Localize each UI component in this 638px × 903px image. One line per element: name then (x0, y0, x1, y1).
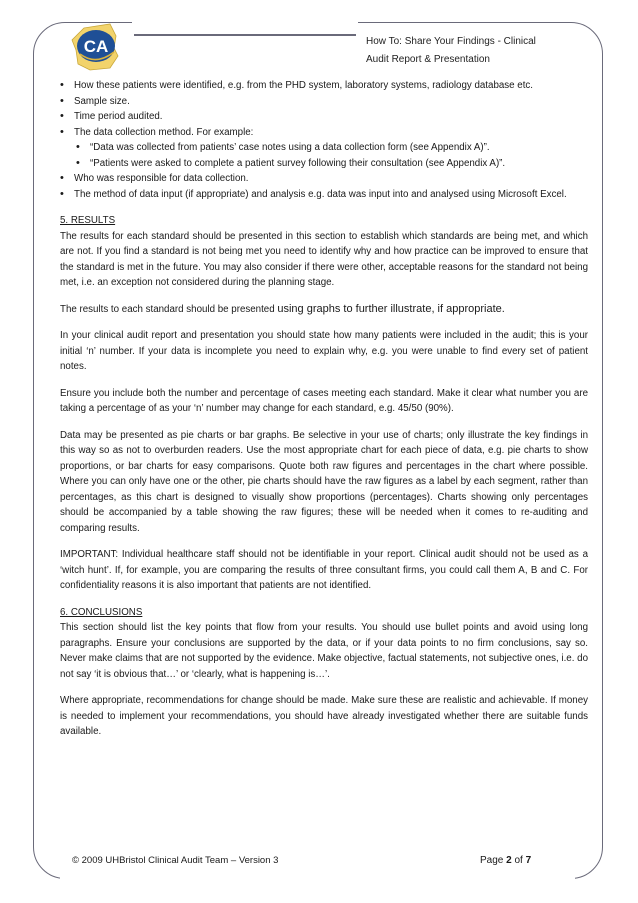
list-item: • The method of data input (if appropriate) and analysis e.g. data was input into and analysed using Microsoft Excel. (60, 187, 588, 203)
results-paragraph: Data may be presented as pie charts or bar graphs. Be selective in your use of charts; only illustrate the key findings in this way so as not to overburden readers. Use the most appropriate chart for each piece of data, e.g. pie charts to show proportions, or bar charts for easy comparisons. Quote both raw figures and percentages in the chart where possible. Where you can only have one or the other, pie charts should have the raw figures as a label by each segment, rather than percentages, as this chart is designed to visually show proportions (percentages). Charts showing only percentages should be accompanied by a table showing the raw figures; these will be needed when it comes to re-auditing and comparing results. (60, 429, 588, 534)
page-label: Page (480, 855, 507, 866)
document-body (60, 78, 588, 740)
sub-list-item: • “Data was collected from patients’ case notes using a data collection form (see Appendix A)”. (74, 140, 588, 156)
list-item-text: The data collection method. For example: (74, 126, 254, 138)
example-sub-list (74, 140, 588, 171)
results-graphs-text: The results to each standard should be presented (60, 303, 278, 315)
results-graphs-paragraph (60, 302, 588, 318)
svg-text:CA: CA (83, 37, 109, 56)
sub-list-item: • “Patients were asked to complete a patient survey following their consultation (see Appendix A)”. (74, 156, 588, 172)
method-bullet-list (60, 78, 588, 202)
header-title-line2: Audit Report & Presentation (366, 54, 490, 65)
footer-page-number (480, 855, 531, 866)
frame-gap-top (132, 18, 358, 28)
conclusions-paragraph: Where appropriate, recommendations for change should be made. Make sure these are realistic and achievable. If money is needed to implement your recommendations, you should have already investigated whether there are suitable funds available. (60, 695, 588, 737)
results-heading: 5. RESULTS (60, 215, 116, 226)
list-item: • How these patients were identified, e.g. from the PHD system, laboratory systems, radiology database etc. (60, 78, 588, 94)
footer-copyright: © 2009 UHBristol Clinical Audit Team – Version 3 (72, 855, 279, 866)
conclusions-heading: 6. CONCLUSIONS (60, 606, 143, 618)
frame-gap-bottom (60, 872, 575, 882)
results-graphs-emphasis: using graphs to further illustrate, if appropriate. (277, 302, 505, 315)
results-important-paragraph: IMPORTANT: Individual healthcare staff should not be identifiable in your report. Clinical audit should not be used as a ‘witch hunt’. If, for example, you are comparing the results of three consultant firms, you could call them A, B and C. For confidentiality reasons it is also important that patients are not identified. (60, 549, 588, 591)
results-paragraph: The results for each standard should be presented in this section to establish which standards are being met, and which are not. If you find a standard is not being met you need to identify why and how practice can be improved to ensure that the standard is met in the future. You may also consider if there were other, acceptable reasons for the standard not being met, i.e. an exception not considered during the planning stage. (60, 230, 588, 288)
list-item: • Who was responsible for data collection. (60, 171, 588, 187)
list-item: • Sample size. (60, 94, 588, 110)
results-paragraph: Ensure you include both the number and percentage of cases meeting each standard. Make it clear what number you are taking a percentage of as your ‘n’ number may change for each standard, e.g. 45/50 (90%). (60, 387, 588, 414)
header-rule (134, 34, 356, 36)
page-of: of (511, 855, 526, 866)
conclusions-paragraph: This section should list the key points that flow from your results. You should use bullet points and avoid using long paragraphs. Ensure your conclusions are supported by the data, or if your data points to no firm conclusions, say so. Never make claims that are not supported by the evidence. Make objective, factual statements, not subjective ones, i.e. do not say ‘it is obvious that…’ or ‘clearly, what is happening is…’. (60, 622, 588, 680)
list-item: • Time period audited. (60, 109, 588, 125)
page-total: 7 (525, 855, 532, 866)
header-title-line1: How To: Share Your Findings - Clinical (366, 36, 536, 47)
page-current: 2 (506, 855, 512, 866)
clinical-audit-logo (70, 22, 128, 72)
header-title (366, 33, 586, 69)
list-item (60, 125, 588, 172)
results-paragraph: In your clinical audit report and presentation you should state how many patients were included in the audit; this is your initial ‘n’ number. If your data is incomplete you need to explain why, e.g. you were unable to find every set of patient notes. (60, 330, 588, 372)
